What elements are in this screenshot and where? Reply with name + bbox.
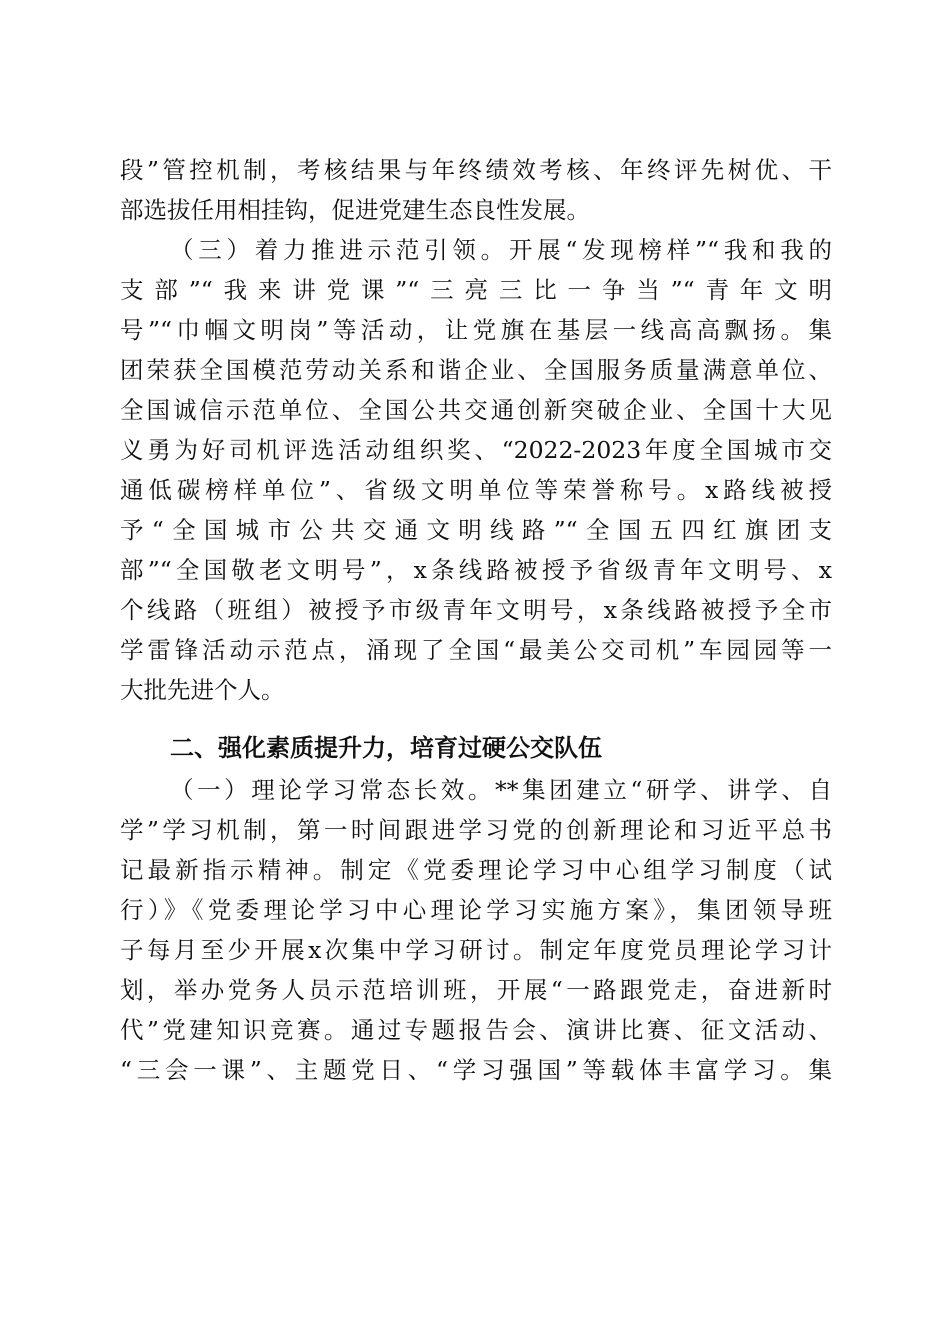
text-line: 大批先进个人。 — [120, 676, 285, 704]
text-line: 号”“巾帼文明岗”等活动，让党旗在基层一线高高飘扬。集 — [120, 316, 832, 344]
text-line: 部选拔任用相挂钩，促进党建生态良性发展。 — [120, 196, 590, 224]
text-line: 子每月至少开展x次集中学习研讨。制定年度党员理论学习计 — [120, 936, 832, 964]
paragraph-theory-study — [120, 770, 832, 1090]
text-line: 段”管控机制，考核结果与年终绩效考核、年终评先树优、干 — [120, 156, 832, 184]
text-line: 义勇为好司机评选活动组织奖、“2022-2023年度全国城市交 — [120, 436, 832, 464]
text-line: （一）理论学习常态长效。**集团建立“研学、讲学、自 — [170, 776, 832, 804]
text-line: 代”党建知识竞赛。通过专题报告会、演讲比赛、征文活动、 — [120, 1016, 832, 1044]
text-line: 学雷锋活动示范点，涌现了全国“最美公交司机”车园园等一 — [120, 636, 832, 664]
text-line: “三会一课”、主题党日、“学习强国”等载体丰富学习。集 — [120, 1056, 832, 1084]
text-line: 团荣获全国模范劳动关系和谐企业、全国服务质量满意单位、 — [120, 356, 832, 384]
text-line: 行）》《党委理论学习中心理论学习实施方案》，集团领导班 — [120, 896, 832, 924]
document-page — [120, 150, 832, 1090]
paragraph-continuation — [120, 150, 832, 230]
text-line: 划，举办党务人员示范培训班，开展“一路跟党走，奋进新时 — [120, 976, 832, 1004]
section-heading: 二、强化素质提升力，培育过硬公交队伍 — [170, 734, 602, 762]
text-line: 予“全国城市公共交通文明线路”“全国五四红旗团支 — [120, 516, 832, 544]
text-line: 部”“全国敬老文明号”，x条线路被授予省级青年文明号、x — [120, 556, 832, 584]
text-line: 支部”“我来讲党课”“三亮三比一争当”“青年文明 — [120, 276, 832, 304]
paragraph-demonstration — [120, 230, 832, 710]
text-line: 学”学习机制，第一时间跟进学习党的创新理论和习近平总书 — [120, 816, 832, 844]
text-line: 全国诚信示范单位、全国公共交通创新突破企业、全国十大见 — [120, 396, 832, 424]
text-line: 个线路（班组）被授予市级青年文明号，x条线路被授予全市 — [120, 596, 832, 624]
text-line: 通低碳榜样单位”、省级文明单位等荣誉称号。x路线被授 — [120, 476, 832, 504]
text-line: 记最新指示精神。制定《党委理论学习中心组学习制度（试 — [120, 856, 832, 884]
text-line: （三）着力推进示范引领。开展“发现榜样”“我和我的 — [170, 236, 832, 264]
